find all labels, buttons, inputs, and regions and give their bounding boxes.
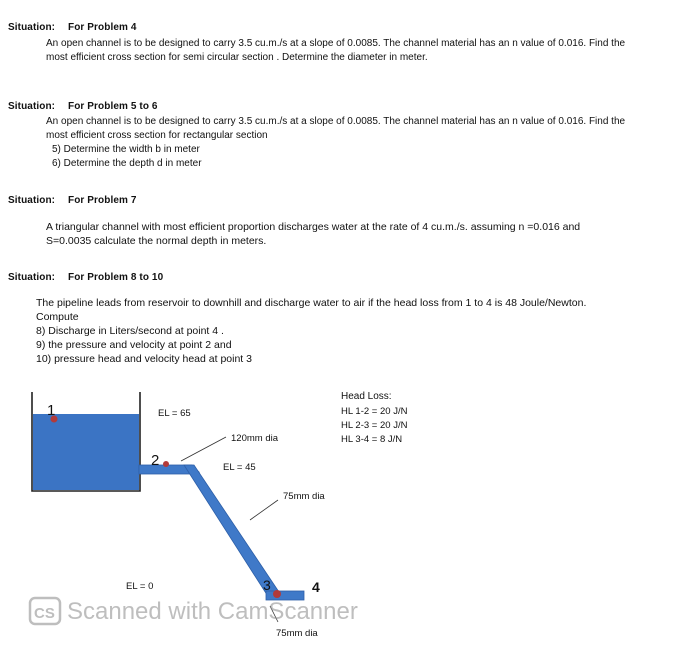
pipe-120mm-label: 120mm dia: [231, 433, 278, 444]
watermark-badge-icon: CS: [34, 605, 55, 622]
problem-line: A triangular channel with most efficient proportion discharges water at the rate of 4 cu.m./s. assuming n =0.016 and: [46, 221, 581, 233]
problem-line: An open channel is to be designed to carry 3.5 cu.m./s at a slope of 0.0085. The channel material has an n value of 0.016. Find the: [46, 116, 626, 127]
camscanner-watermark: [30, 598, 358, 625]
point-4-label: 4: [312, 579, 320, 595]
problem-line: most efficient cross section for rectangular section: [46, 130, 268, 141]
situation-label: Situation:: [8, 272, 56, 283]
problem-item: 6) Determine the depth d in meter: [52, 158, 202, 169]
head-loss-row: HL 3-4 = 8 J/N: [341, 434, 403, 445]
elevation-point-1: EL = 65: [158, 408, 191, 419]
situation-label: Situation:: [8, 22, 56, 33]
problem-ref: For Problem 8 to 10: [68, 272, 164, 283]
problem-line: Compute: [36, 311, 79, 323]
watermark-text: Scanned with CamScanner: [67, 598, 358, 625]
head-loss-row: HL 2-3 = 20 J/N: [341, 420, 408, 431]
problem-line: most efficient cross section for semi circular section . Determine the diameter in meter.: [46, 52, 428, 63]
point-3-marker: [273, 590, 281, 598]
leader-line: [250, 500, 278, 520]
problem-line: S=0.0035 calculate the normal depth in meters.: [46, 235, 267, 247]
point-3-label: 3: [263, 577, 271, 593]
situation-label: Situation:: [8, 195, 56, 206]
problem-ref: For Problem 4: [68, 22, 137, 33]
problem-item: 10) pressure head and velocity head at point 3: [36, 353, 252, 365]
elevation-point-3: EL = 0: [126, 581, 154, 592]
head-loss-row: HL 1-2 = 20 J/N: [341, 406, 408, 417]
problem-ref: For Problem 5 to 6: [68, 101, 158, 112]
reservoir-water: [33, 414, 139, 490]
problem-line: An open channel is to be designed to carry 3.5 cu.m./s at a slope of 0.0085. The channel material has an n value of 0.016. Find the: [46, 38, 626, 49]
problem-ref: For Problem 7: [68, 195, 137, 206]
point-2-label: 2: [151, 452, 160, 469]
problem-item: 5) Determine the width b in meter: [52, 144, 200, 155]
problem-line: The pipeline leads from reservoir to downhill and discharge water to air if the head loss from 1 to 4 is 48 Joule/Newton.: [36, 297, 587, 309]
situation-label: Situation:: [8, 101, 56, 112]
elevation-point-2: EL = 45: [223, 462, 256, 473]
point-2-marker: [163, 461, 169, 467]
pipe-75mm-label-2: 75mm dia: [276, 628, 318, 639]
problem-item: 9) the pressure and velocity at point 2 and: [36, 339, 232, 351]
point-1-label: 1: [47, 402, 56, 419]
head-loss-title: Head Loss:: [341, 391, 392, 402]
problem-item: 8) Discharge in Liters/second at point 4 .: [36, 325, 224, 337]
leader-line: [181, 437, 226, 461]
pipe-75mm-label-1: 75mm dia: [283, 491, 325, 502]
